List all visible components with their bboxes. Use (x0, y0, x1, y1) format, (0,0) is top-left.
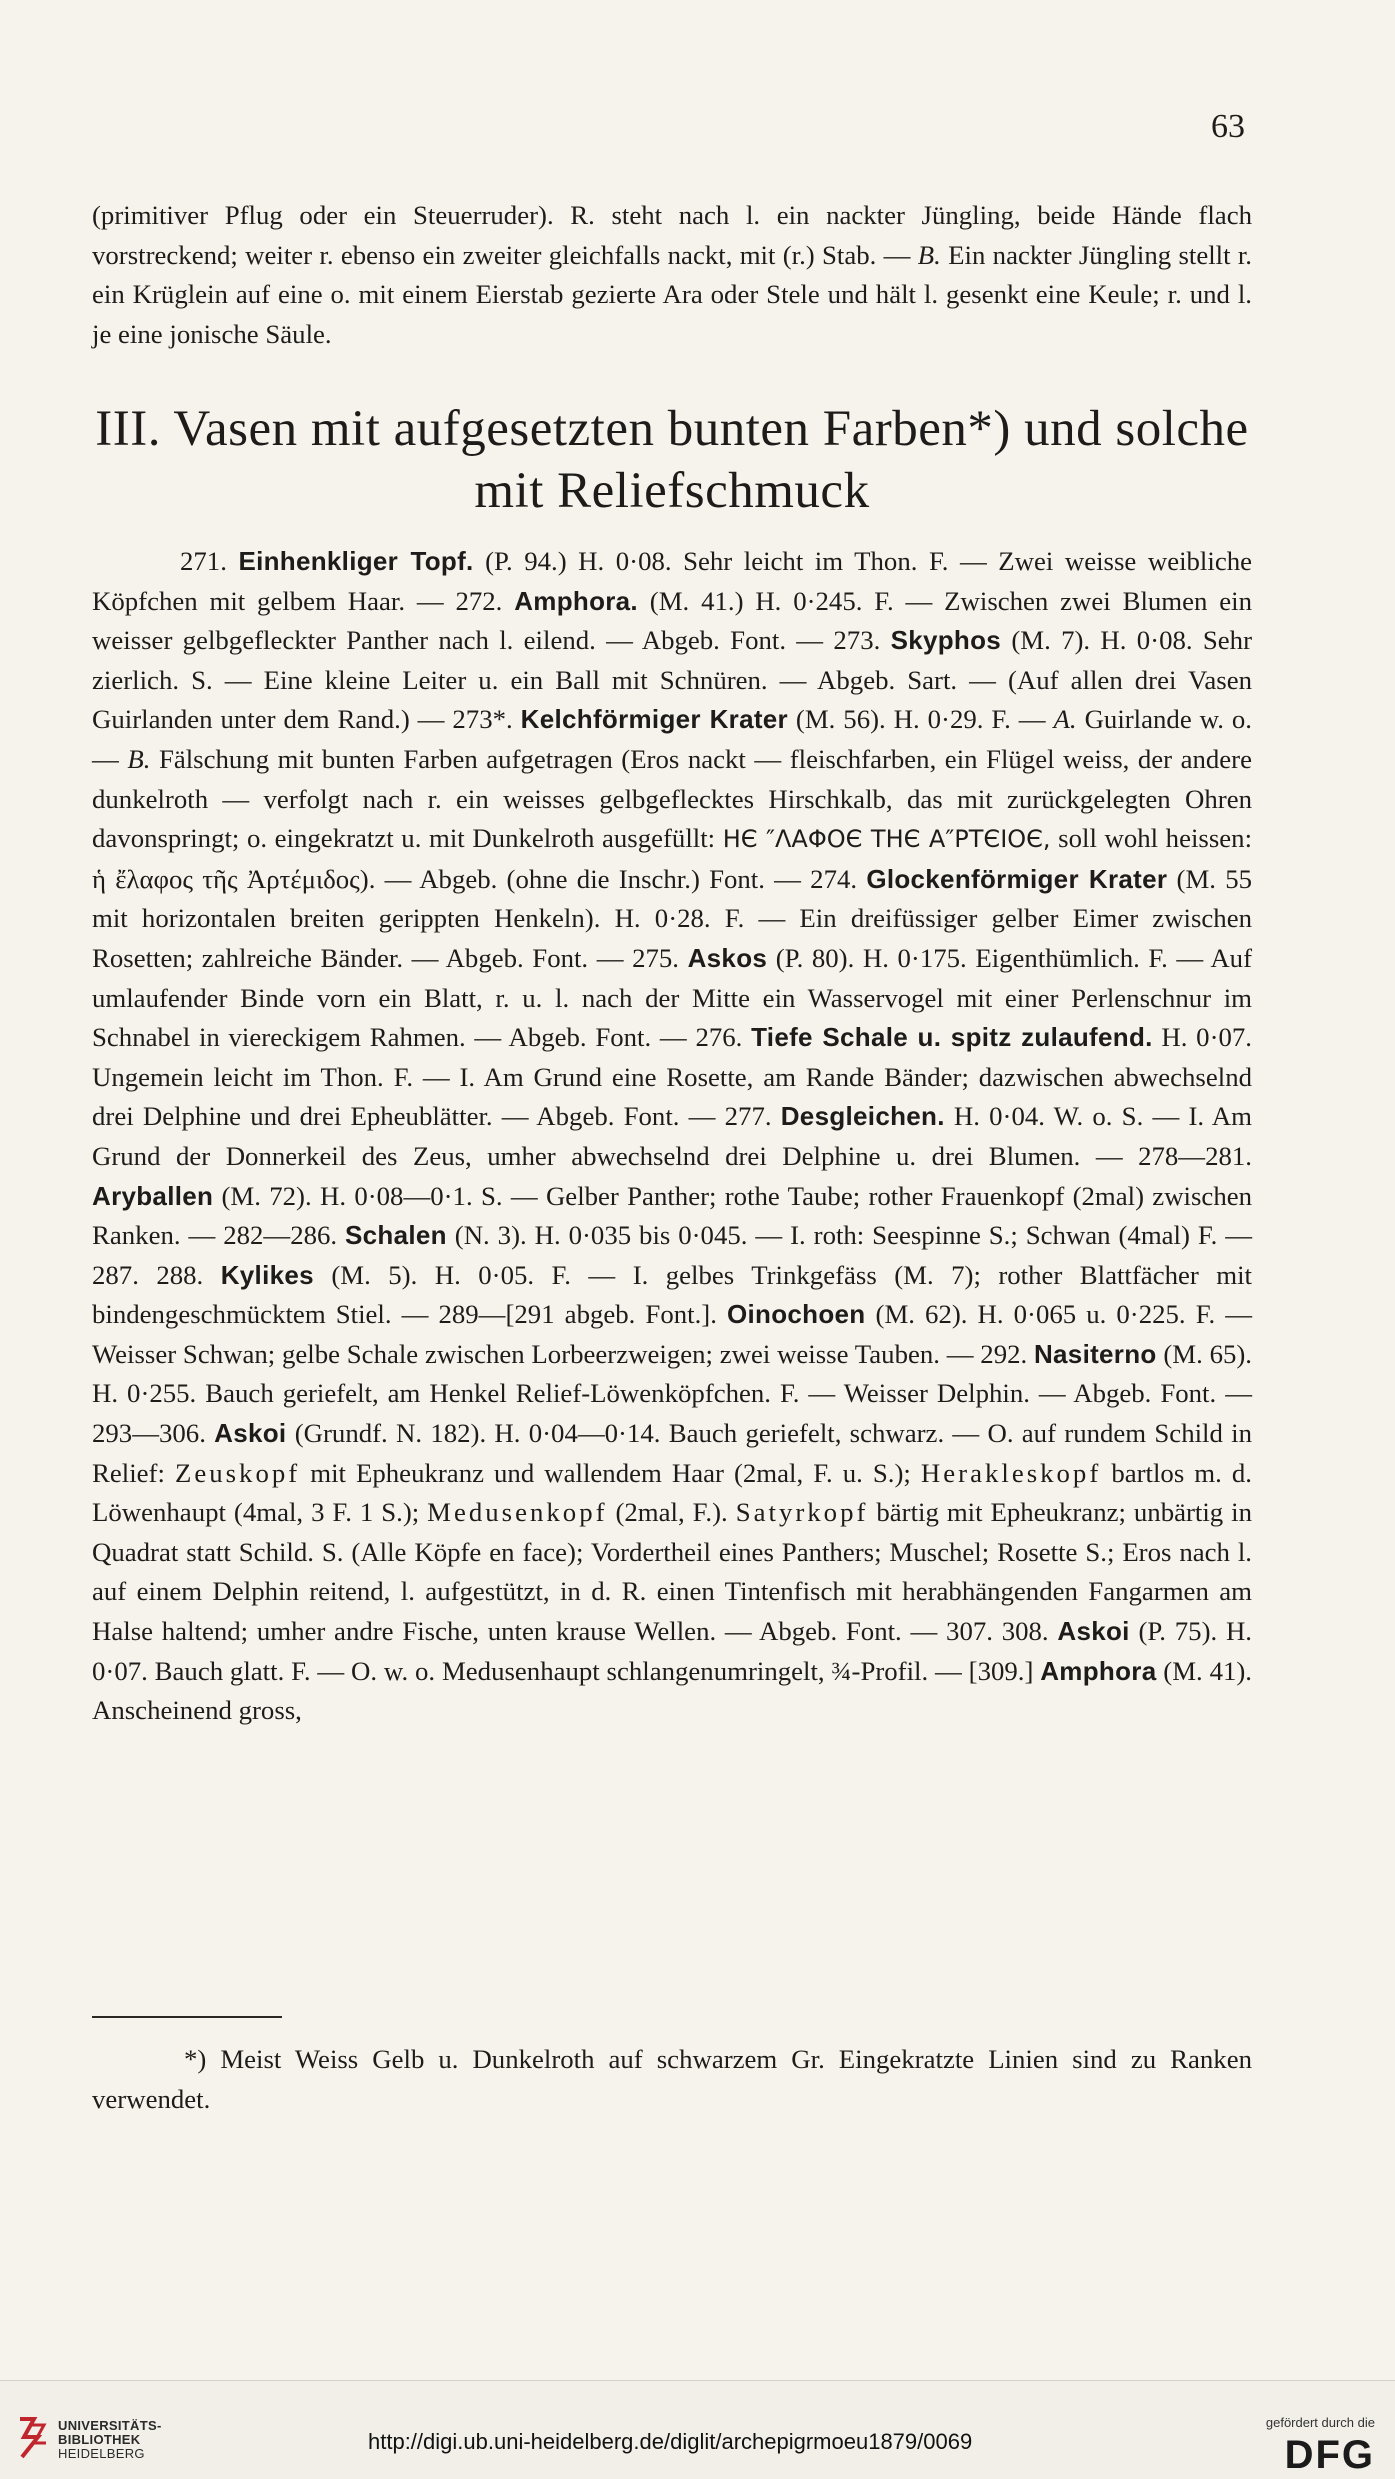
body-text: (N. 3). H. 0·035 bis 0·045. — I. roth: Seespinne S.; Schwan (4mal) F. — 287. 288. (92, 1220, 1253, 1290)
body-text: H. 0·07. Ungemein leicht im Thon. F. — I. Am Grund eine Rosette, am Rande Bänder; dazwischen abwechselnd drei Delphine und drei Epheublätter. — Abgeb. Font. — 277. (92, 1022, 1252, 1132)
vase-type-label: Amphora (1040, 1655, 1157, 1686)
vase-type-label: Askos (687, 942, 768, 973)
spaced-term: Satyrkopf (735, 1497, 869, 1528)
body-text: (M. 5). H. 0·05. F. — I. gelbes Trinkgefäss (M. 7); rother Blattfächer mit bindengeschmücktem Stiel. — 289—[291 abgeb. Font.]. (92, 1259, 1252, 1330)
body-text: (P. 94.) H. 0·08. Sehr leicht im Thon. F. — Zwei weisse weibliche Köpfchen mit gelbem Haar. — 272. (92, 546, 1253, 616)
body-text: (M. 55 mit horizontalen breiten gerippten Henkeln). H. 0·28. F. — Ein dreifüssiger gelber Eimer zwischen Rosetten; zahlreiche Bänder. — Abgeb. Font. — 275. (92, 863, 1253, 973)
page-number: 63 (1211, 108, 1245, 145)
vase-type-label: Nasiterno (1033, 1338, 1157, 1369)
body-text: Guirlande w. o. — (92, 704, 1252, 774)
body-text: (M. 65). H. 0·255. Bauch geriefelt, am Henkel Relief-Löwenköpfchen. F. — Weisser Delphin. — Abgeb. Font. — 293—306. (92, 1338, 1252, 1449)
university-library-logo-icon[interactable] (14, 2415, 50, 2459)
heading-line-2: mit Reliefschmuck (474, 463, 870, 519)
body-text: (M. 72). H. 0·08—0·1. S. — Gelber Panther; rothe Taube; rother Frauenkopf (2mal) zwischen Ranken. — 282—286. (92, 1180, 1253, 1251)
body-text: Fälschung mit bunten Farben aufgetragen (Eros nackt — fleischfarben, ein Flügel weiss, der andere dunkelroth — verfolgt nach r. ein weisses gelbgeflecktes Hirschkalb, das mit zurückgelegten Ohren davonspringt; o. eingekratzt u. mit Dunkelroth ausgefüllt: (92, 743, 1252, 854)
intro-text-1: (primitiver Pflug oder ein Steuerruder). R. steht nach l. ein nackter Jüngling, beide Hände flach vorstreckend; weiter r. ebenso ein zweiter gleichfalls nackt, mit (r.) Stab. — (92, 200, 1252, 270)
greek-reading: ἡ ἔλαφος τῆς Ἀρτέμιδος). (92, 863, 376, 894)
side-label: B. (127, 743, 151, 774)
body-text: (P. 80). H. 0·175. Eigenthümlich. F. — Auf umlaufender Binde vorn ein Blatt, r. u. l. nach der Mitte ein Wasservogel mit einer Perlenschnur im Schnabel in viereckigem Rahmen. — Abgeb. Font. — 276. (92, 942, 1252, 1053)
body-text: (M. 41.) H. 0·245. F. — Zwischen zwei Blumen ein weisser gelbgefleckter Panther nach l. eilend. — Abgeb. Font. — 273. (92, 585, 1252, 656)
body-text: (M. 41). Anscheinend gross, (92, 1655, 1252, 1726)
viewer-footer (0, 2380, 1395, 2479)
body-text: (2mal, F.). (615, 1497, 728, 1528)
body-text: (M. 7). H. 0·08. Sehr zierlich. S. — Eine kleine Leiter u. ein Ball mit Schnüren. — Abgeb. Sart. — (Auf allen drei Vasen Guirlanden unter dem Rand.) — 273*. (92, 625, 1252, 735)
body-text: (P. 75). H. 0·07. Bauch glatt. F. — O. w. o. Medusenhaupt schlangenumringelt, ¾-Profil. — [309.] (92, 1616, 1252, 1686)
vase-type-label: Desgleichen. (780, 1101, 945, 1132)
body-text: bärtig mit Epheukranz; unbärtig in Quadrat statt Schild. S. (Alle Köpfe en face); Vordertheil eines Panthers; Muschel; Rosette S.; Eros nach l. auf einem Delphin reitend, l. aufgestützt, in d. R. einen Tintenfisch mit herabhängenden Fangarmen am Halse haltend; umher andre Fische, unten krause Wellen. — Abgeb. Font. — 307. 308. (92, 1497, 1253, 1647)
permalink-url[interactable]: http://digi.ub.uni-heidelberg.de/diglit/archepigrmoeu1879/0069 (368, 2429, 973, 2454)
body-text: (Grundf. N. 182). H. 0·04—0·14. Bauch geriefelt, schwarz. — O. auf rundem Schild in Relief: (92, 1418, 1252, 1488)
body-text: soll wohl heissen: (1058, 823, 1253, 854)
intro-paragraph (92, 196, 1252, 354)
library-name[interactable] (58, 2419, 162, 2461)
vase-inscription: ΗЄ ″ΛΑΦΟЄ ΤΗЄ Α″ΡΤЄΙΟЄ, (722, 825, 1051, 854)
body-text: mit Epheukranz und wallendem Haar (2mal, F. u. S.); (310, 1457, 911, 1488)
vase-type-label: Amphora. (514, 585, 638, 616)
library-name-line: UNIVERSITÄTS- (58, 2418, 162, 2433)
footnote-divider (92, 2016, 282, 2018)
heading-line-1: III. Vasen mit aufgesetzten bunten Farben*) und solche (95, 401, 1249, 457)
intro-side-b: B. (917, 239, 941, 270)
vase-type-label: Oinochoen (726, 1299, 866, 1330)
funding-note: gefördert durch die (1265, 2415, 1375, 2430)
footnote: *) Meist Weiss Gelb u. Dunkelroth auf schwarzem Gr. Eingekratzte Linien sind zu Ranken verwendet. (92, 2044, 1252, 2114)
vase-type-label: Kelchförmiger Krater (520, 704, 788, 735)
intro-text-2: Ein nackter Jüngling stellt r. ein Krüglein auf eine o. mit einem Eierstab gezierte Ara oder Stele und hält l. gesenkt eine Keule; r. und l. je eine jonische Säule. (92, 239, 1252, 349)
section-heading (92, 398, 1252, 522)
body-text: (M. 56). H. 0·29. F. — (795, 704, 1046, 735)
body-text: bartlos m. d. Löwenhaupt (4mal, 3 F. 1 S.); (92, 1457, 1252, 1528)
spaced-term: Medusenkopf (427, 1497, 608, 1528)
vase-type-label: Kylikes (220, 1259, 314, 1290)
vase-type-label: Askoi (1057, 1616, 1130, 1647)
vase-type-label: Tiefe Schale u. spitz zulaufend. (751, 1022, 1153, 1053)
vase-type-label: Glockenförmiger Krater (866, 863, 1168, 894)
vase-type-label: Einhenkliger Topf. (238, 546, 474, 576)
body-text: (M. 62). H. 0·065 u. 0·225. F. — Weisser Schwan; gelbe Schale zwischen Lorbeerzweigen; zwei weisse Tauben. — 292. (92, 1299, 1253, 1369)
body-text: H. 0·04. W. o. S. — I. Am Grund der Donnerkeil des Zeus, umher abwechselnd drei Delphine u. drei Blumen. — 278—281. (92, 1101, 1252, 1171)
vase-type-label: Skyphos (890, 625, 1002, 656)
library-name-line: HEIDELBERG (58, 2446, 145, 2461)
body-text: — Abgeb. (ohne die Inschr.) Font. — 274. (384, 863, 858, 894)
vase-type-label: Aryballen (92, 1180, 214, 1211)
spaced-term: Zeuskopf (174, 1457, 301, 1488)
vase-type-label: Schalen (345, 1220, 447, 1251)
library-name-line: BIBLIOTHEK (58, 2432, 141, 2447)
vase-type-label: Askoi (214, 1418, 287, 1449)
body-text: 271. (180, 546, 227, 576)
side-label: A. (1053, 704, 1077, 735)
dfg-logo[interactable]: DFG (1284, 2433, 1375, 2477)
spaced-term: Herakleskopf (920, 1457, 1102, 1488)
catalogue-text (92, 542, 1252, 1731)
